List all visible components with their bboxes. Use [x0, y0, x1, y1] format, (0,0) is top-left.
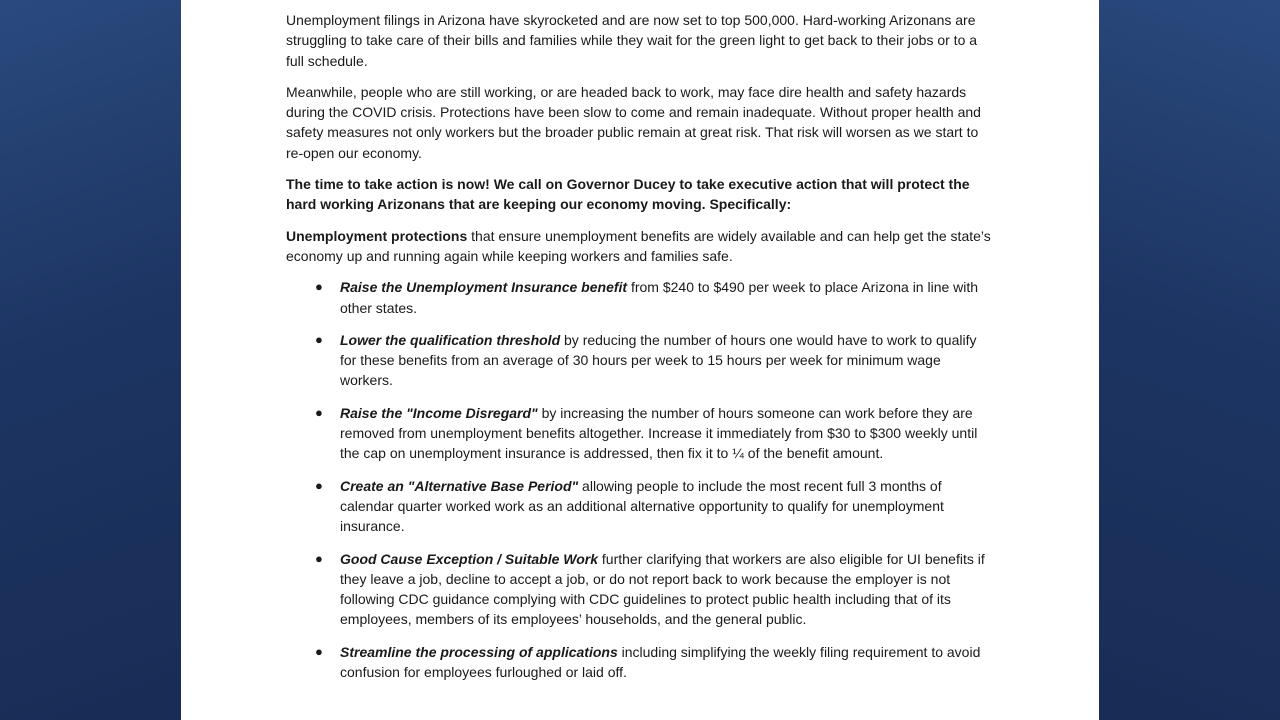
bullet-icon: ●	[315, 550, 323, 566]
bullet-icon: ●	[315, 279, 323, 295]
bullet-icon: ●	[315, 331, 323, 347]
document-body	[286, 10, 996, 694]
paragraph-health-safety: Meanwhile, people who are still working, or are headed back to work, may face dire health and safety hazards during the COVID crisis. Protections have been slow to come and remain inadequate. Without proper health and safety measures not only workers but the broader public remain at great risk. That risk will worsen as we start to re-open our economy.	[286, 83, 981, 161]
list-item	[315, 549, 996, 630]
list-item-text: allowing people to include the most recent full 3 months of calendar quarter worked work as an additional alternative opportunity to qualify for unemployment insurance.	[340, 477, 944, 535]
list-item	[315, 330, 996, 391]
list-item	[315, 403, 996, 464]
list-item-text: by reducing the number of hours one would have to work to qualify for these benefits from an average of 30 hours per week to 15 hours per week for minimum wage workers.	[340, 331, 977, 389]
demands-list	[286, 277, 996, 682]
list-item-lead: Lower the qualification threshold	[340, 331, 561, 348]
list-item	[315, 642, 996, 683]
list-item-text: from $240 to $490 per week to place Arizona in line with other states.	[340, 279, 979, 316]
bullet-icon: ●	[315, 643, 323, 659]
background-left	[0, 0, 181, 720]
list-item-text: by increasing the number of hours someone can work before they are removed from unemployment benefits altogether. Increase it immediately from $30 to $300 weekly until the cap on unemployment insurance is addressed, then fix it to ¼ of the benefit amount.	[340, 404, 978, 462]
paragraph-unemployment-protections	[286, 226, 996, 267]
list-item-lead: Raise the Unemployment Insurance benefit	[340, 279, 628, 296]
bullet-icon: ●	[315, 404, 323, 420]
list-item-lead: Create an "Alternative Base Period"	[340, 477, 579, 494]
list-item	[315, 277, 996, 318]
unemployment-protections-text: that ensure unemployment benefits are widely available and can help get the state’s economy up and running again while keeping workers and families safe.	[286, 227, 991, 264]
background-right	[1099, 0, 1280, 720]
list-item-lead: Good Cause Exception / Suitable Work	[340, 550, 599, 567]
list-item-text: further clarifying that workers are also eligible for UI benefits if they leave a job, decline to accept a job, or do not report back to work because the employer is not following CDC guidance complying with CDC guidelines to protect public health including that of its employees, members of its employees’ households, and the general public.	[340, 550, 985, 628]
list-item	[315, 476, 996, 537]
bullet-icon: ●	[315, 477, 323, 493]
unemployment-protections-lead: Unemployment protections	[286, 227, 468, 244]
list-item-text: including simplifying the weekly filing requirement to avoid confusion for employees furloughed or laid off.	[340, 643, 981, 681]
paragraph-call-to-action: The time to take action is now! We call on Governor Ducey to take executive action that will protect the hard working Arizonans that are keeping our economy moving. Specifically:	[286, 176, 970, 213]
paragraph-unemployment-filings: Unemployment filings in Arizona have skyrocketed and are now set to top 500,000. Hard-working Arizonans are struggling to take care of their bills and families while they wait for the green light to get back to their jobs or to a full schedule.	[286, 12, 978, 69]
document-page	[181, 0, 1099, 720]
list-item-lead: Raise the "Income Disregard"	[340, 404, 538, 421]
list-item-lead: Streamline the processing of applications	[340, 643, 618, 660]
